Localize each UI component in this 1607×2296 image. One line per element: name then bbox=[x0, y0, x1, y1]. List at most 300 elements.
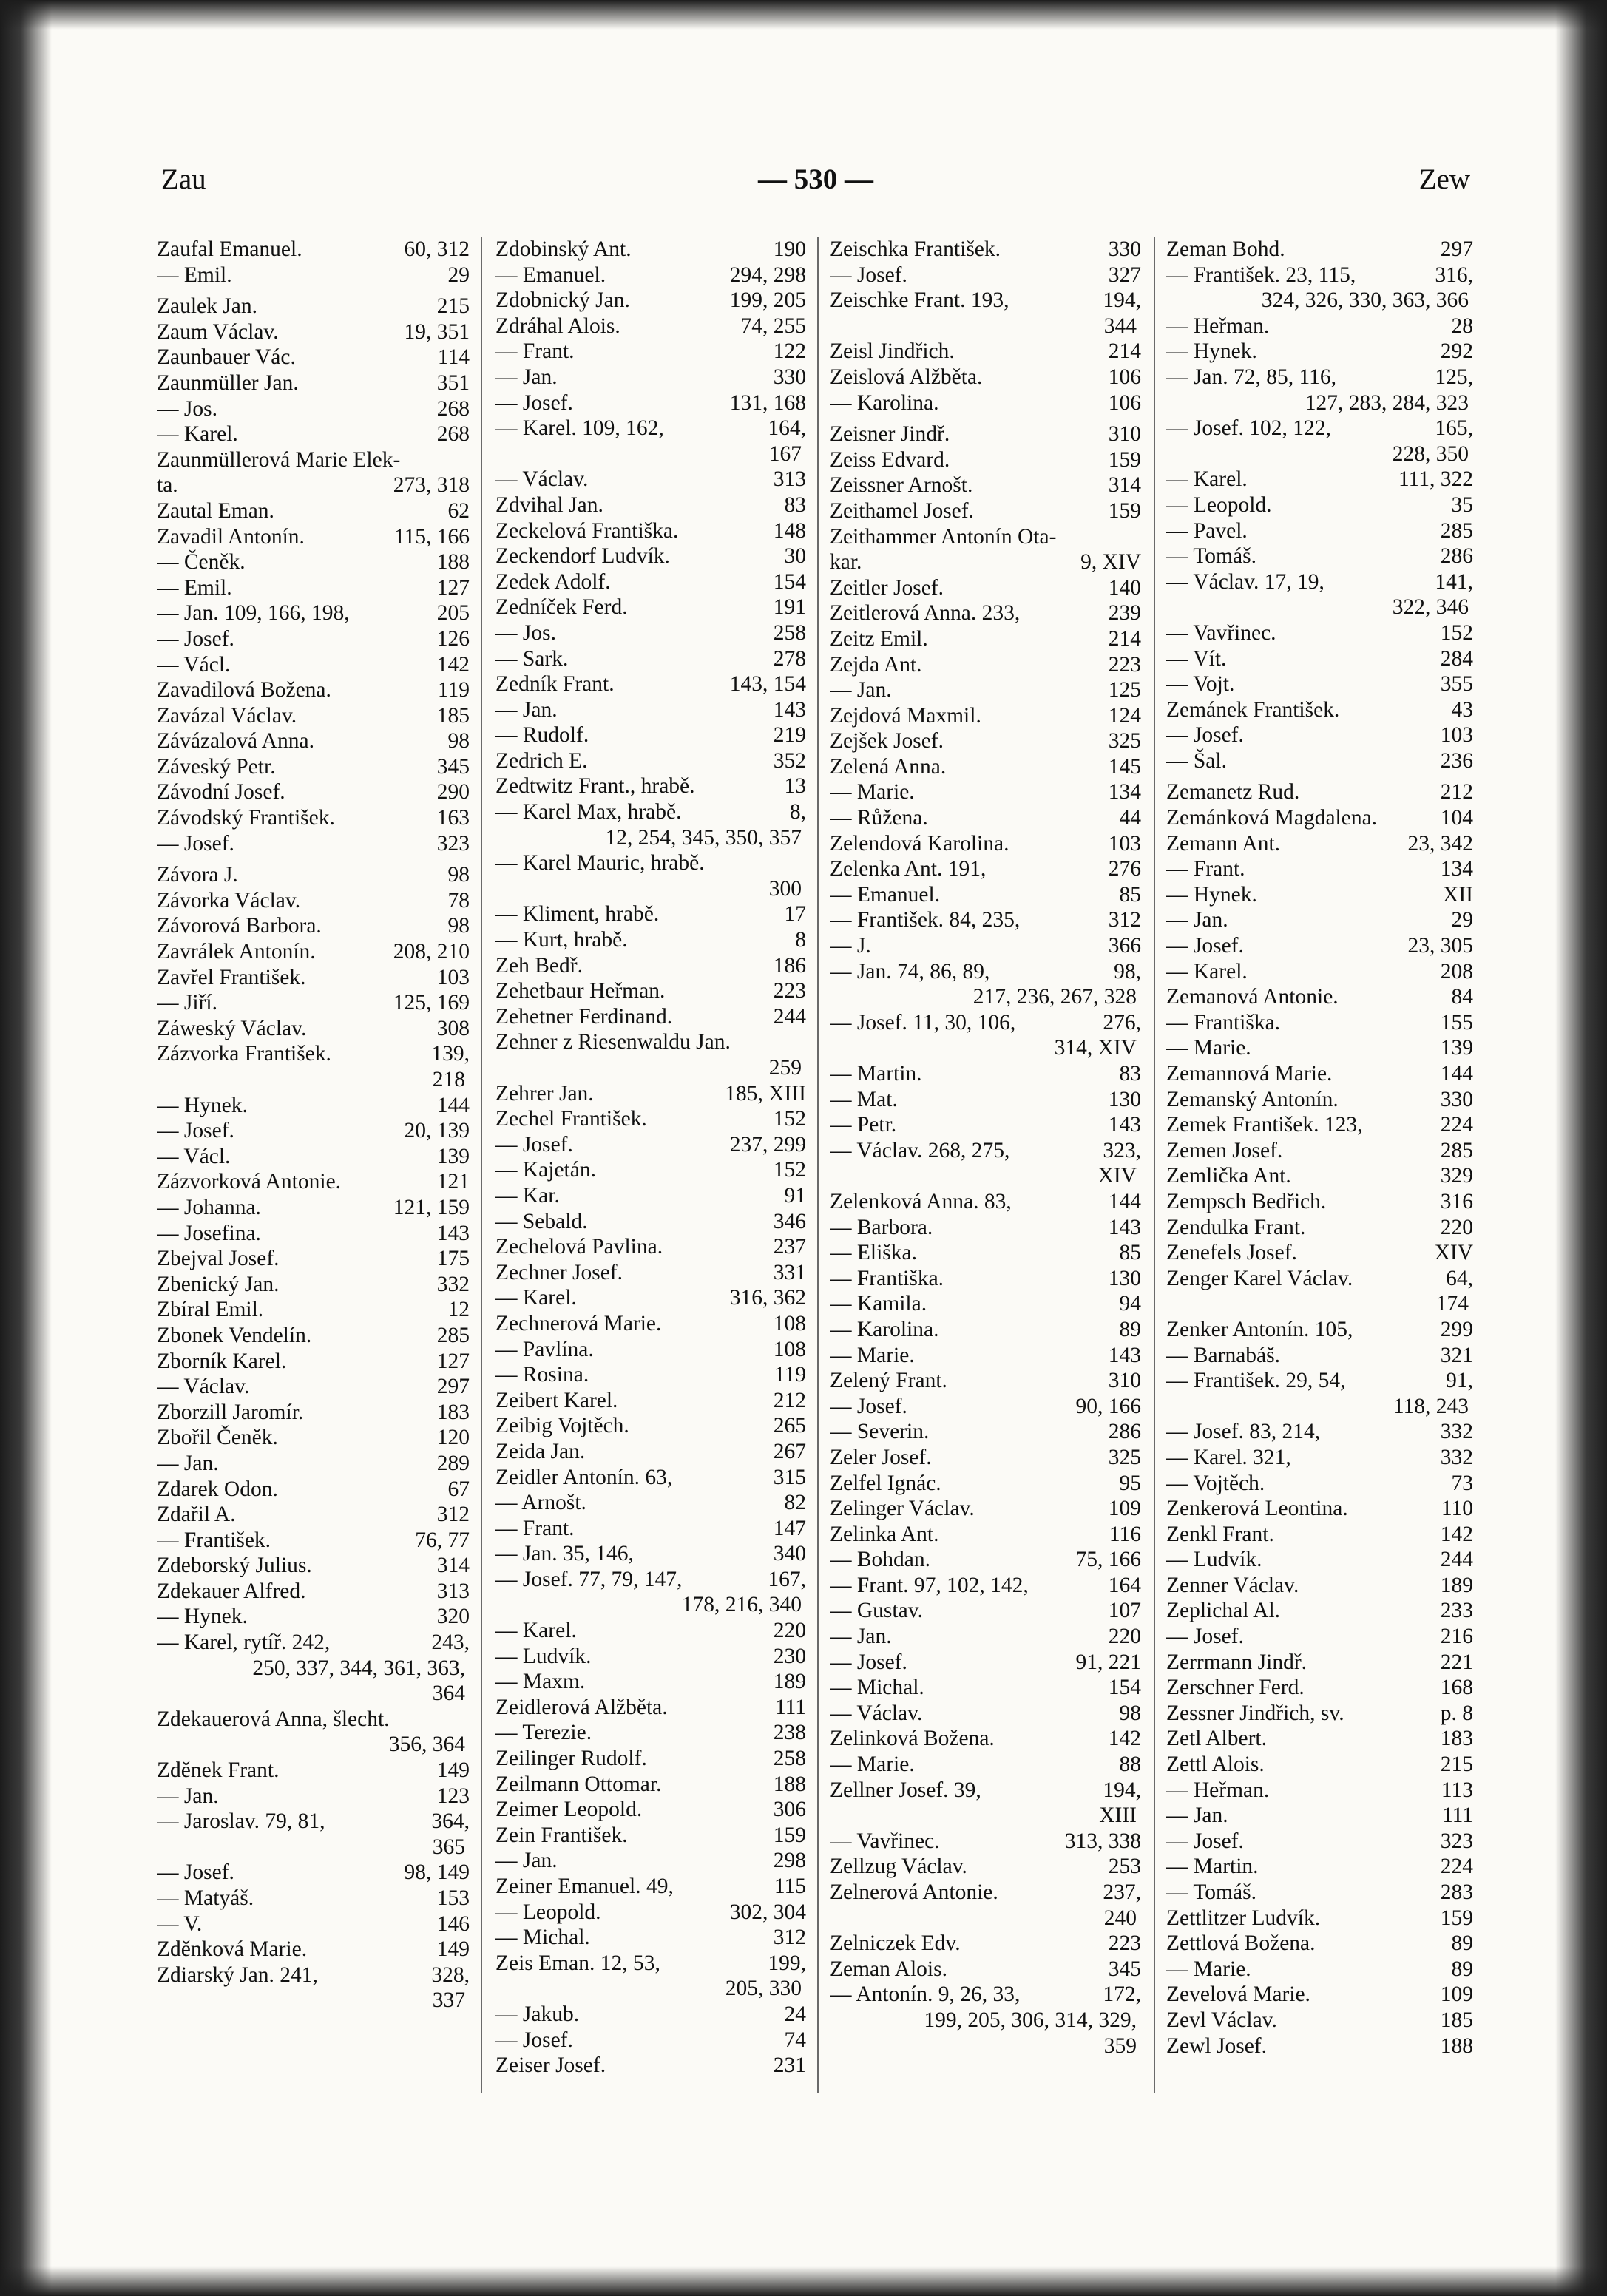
index-entry bbox=[157, 888, 470, 914]
index-entry bbox=[495, 978, 806, 1004]
entry-name: Zeithamel Josef. bbox=[830, 498, 974, 523]
entry-name: — Františka. bbox=[1166, 1010, 1281, 1034]
index-entry bbox=[495, 263, 806, 288]
entry-pages: 130 bbox=[1108, 1266, 1141, 1290]
entry-line bbox=[495, 1081, 806, 1107]
entry-name: — Jan. bbox=[157, 1784, 219, 1808]
entry-pages: 67 bbox=[447, 1477, 470, 1501]
entry-name: Zeitz Emil. bbox=[830, 626, 928, 651]
entry-name: Zdarek Odon. bbox=[157, 1477, 278, 1501]
entry-name: — Emanuel. bbox=[830, 882, 941, 907]
entry-line bbox=[1166, 748, 1473, 774]
index-entry bbox=[830, 1266, 1141, 1292]
entry-pages: 290 bbox=[436, 780, 470, 805]
entry-pages: 159 bbox=[1440, 1906, 1473, 1930]
index-entry bbox=[1166, 1061, 1473, 1087]
entry-line bbox=[830, 1445, 1141, 1471]
entry-continuation bbox=[1166, 1291, 1473, 1317]
entry-pages: 212 bbox=[773, 1388, 806, 1412]
entry-name: — Karel. bbox=[1166, 959, 1248, 983]
entry-line bbox=[495, 1695, 806, 1721]
entry-pages: 98 bbox=[1119, 1701, 1141, 1725]
entry-line bbox=[495, 850, 806, 876]
entry-pages: 220 bbox=[1440, 1215, 1473, 1239]
entry-line bbox=[1166, 1189, 1473, 1215]
entry-line bbox=[495, 288, 806, 314]
entry-name: — Jan. bbox=[495, 1849, 558, 1873]
entry-name: — Ludvík. bbox=[495, 1644, 592, 1668]
entry-name: — Václav. bbox=[157, 1375, 250, 1399]
entry-name: — Tomáš. bbox=[1166, 1880, 1256, 1904]
index-entry bbox=[1166, 1778, 1473, 1804]
index-entry bbox=[1166, 831, 1473, 857]
index-entry bbox=[495, 850, 806, 901]
entry-line bbox=[157, 677, 470, 703]
entry-name: Zeithammer Antonín Ota- bbox=[830, 524, 1057, 549]
entry-pages: 103 bbox=[1440, 723, 1473, 748]
entry-pages: 144 bbox=[1440, 1062, 1473, 1086]
entry-name: Zeiser Josef. bbox=[495, 2053, 606, 2078]
entry-line bbox=[1166, 646, 1473, 672]
entry-pages: XIV bbox=[1434, 1241, 1473, 1265]
entry-name: — Ludvík. bbox=[1166, 1548, 1262, 1572]
entry-line bbox=[1166, 1240, 1473, 1266]
entry-line bbox=[157, 1502, 470, 1528]
index-entry bbox=[830, 652, 1141, 678]
index-entry bbox=[830, 626, 1141, 652]
entry-pages: 308 bbox=[436, 1016, 470, 1040]
entry-name: Zejda Ant. bbox=[830, 652, 922, 677]
entry-name: Zbenický Jan. bbox=[157, 1272, 280, 1296]
entry-line bbox=[157, 626, 470, 652]
entry-name: — Václav. 17, 19, bbox=[1166, 569, 1324, 594]
entry-line bbox=[830, 1547, 1141, 1573]
entry-pages: 141, bbox=[1435, 569, 1473, 594]
entry-pages: 268 bbox=[436, 396, 470, 421]
entry-name: Zelnerová Antonie. bbox=[830, 1880, 998, 1904]
entry-line bbox=[830, 1189, 1141, 1215]
entry-name: — Josefina. bbox=[157, 1221, 261, 1245]
entry-name: — Johanna. bbox=[157, 1195, 261, 1219]
entry-name: — Vojt. bbox=[1166, 672, 1235, 697]
entry-name: Zettlová Božena. bbox=[1166, 1931, 1316, 1956]
index-entry bbox=[157, 396, 470, 422]
entry-line bbox=[157, 652, 470, 678]
entry-line bbox=[830, 1752, 1141, 1778]
entry-name: Zelinger Václav. bbox=[830, 1497, 975, 1521]
entry-line bbox=[1166, 237, 1473, 263]
entry-line bbox=[1166, 1906, 1473, 1931]
entry-line bbox=[157, 524, 470, 550]
entry-pages: 119 bbox=[437, 678, 470, 702]
entry-line bbox=[157, 862, 470, 888]
entry-name: Zdeborský Julius. bbox=[157, 1554, 312, 1578]
entry-pages: 316, 362 bbox=[729, 1286, 806, 1310]
entry-line bbox=[1166, 856, 1473, 882]
entry-name: Zechel František. bbox=[495, 1107, 647, 1131]
entry-gap bbox=[157, 856, 470, 862]
index-entry bbox=[157, 1169, 470, 1195]
entry-line bbox=[495, 1285, 806, 1311]
index-entry bbox=[495, 1900, 806, 1926]
entry-name: — Karel. 109, 162, bbox=[495, 416, 664, 441]
entry-name: Zedrich E. bbox=[495, 748, 588, 773]
entry-pages: 153 bbox=[436, 1886, 470, 1910]
entry-name: — Josef. bbox=[830, 1394, 907, 1418]
index-entry bbox=[495, 1720, 806, 1746]
entry-continuation bbox=[157, 473, 470, 498]
entry-pages: 85 bbox=[1119, 1241, 1141, 1265]
entry-line bbox=[1166, 1803, 1473, 1829]
index-entry bbox=[495, 1439, 806, 1465]
index-entry bbox=[157, 1630, 470, 1707]
entry-line bbox=[157, 1528, 470, 1554]
entry-pages: 186 bbox=[773, 953, 806, 978]
entry-name: Záweský Václav. bbox=[157, 1016, 307, 1040]
entry-name: — Karel. bbox=[1166, 467, 1248, 492]
entry-name: Zemánek František. bbox=[1166, 697, 1340, 722]
entry-pages: 73 bbox=[1451, 1471, 1473, 1495]
entry-name: — Leopold. bbox=[1166, 492, 1272, 517]
entry-pages: 286 bbox=[1108, 1420, 1141, 1444]
entry-line bbox=[157, 1400, 470, 1426]
index-entry bbox=[830, 1854, 1141, 1880]
entry-pages: 325 bbox=[1108, 1445, 1141, 1469]
entry-pages: 223 bbox=[773, 979, 806, 1003]
entry-pages: 285 bbox=[1440, 1138, 1473, 1162]
entry-pages: 139 bbox=[436, 1144, 470, 1168]
entry-pages: p. 8 bbox=[1440, 1701, 1473, 1725]
entry-line bbox=[830, 1317, 1141, 1343]
entry-line bbox=[1166, 1419, 1473, 1445]
index-entry bbox=[495, 1823, 806, 1849]
entry-line bbox=[495, 365, 806, 390]
entry-pages: 149 bbox=[436, 1937, 470, 1962]
entry-pages: 314 bbox=[1108, 473, 1141, 498]
index-entry bbox=[830, 365, 1141, 390]
entry-line bbox=[157, 703, 470, 729]
entry-line bbox=[495, 1925, 806, 1951]
entry-line bbox=[1166, 1829, 1473, 1855]
entry-pages: 108 bbox=[773, 1311, 806, 1335]
entry-line bbox=[157, 1425, 470, 1451]
entry-line bbox=[830, 1087, 1141, 1113]
entry-pages: 144 bbox=[436, 1093, 470, 1117]
index-columns bbox=[0, 237, 1607, 2196]
entry-pages: 82 bbox=[784, 1491, 806, 1515]
index-entry bbox=[157, 626, 470, 652]
entry-pages: 111, 322 bbox=[1398, 467, 1473, 492]
entry-line bbox=[495, 1004, 806, 1030]
entry-line bbox=[157, 345, 470, 370]
entry-line bbox=[830, 263, 1141, 288]
index-entry bbox=[495, 237, 806, 263]
index-entry bbox=[157, 805, 470, 831]
index-entry bbox=[157, 1297, 470, 1323]
entry-pages: 289 bbox=[436, 1451, 470, 1475]
entry-name: — Karel Max, hrabě. bbox=[495, 800, 682, 824]
entry-continuation bbox=[830, 1035, 1141, 1061]
entry-line bbox=[1166, 1215, 1473, 1241]
entry-line bbox=[495, 416, 806, 441]
index-entry bbox=[1166, 237, 1473, 263]
entry-pages: 115 bbox=[774, 1875, 806, 1898]
entry-name: kar. bbox=[830, 550, 862, 575]
entry-name: — Jaroslav. 79, 81, bbox=[157, 1809, 325, 1834]
entry-pages: 95 bbox=[1119, 1471, 1141, 1495]
index-entry bbox=[1166, 365, 1473, 416]
entry-name: — Václav. bbox=[495, 467, 589, 492]
entry-pages: 165, bbox=[1435, 416, 1473, 441]
index-entry bbox=[1166, 805, 1473, 831]
entry-line bbox=[830, 288, 1141, 314]
entry-name: Zeisl Jindřich. bbox=[830, 339, 955, 364]
entry-line bbox=[830, 1368, 1141, 1394]
entry-name: Zdobnický Jan. bbox=[495, 288, 630, 313]
index-entry bbox=[830, 498, 1141, 524]
entry-pages: 188 bbox=[1440, 2033, 1473, 2058]
index-entry bbox=[157, 370, 470, 396]
entry-name: — Jan. bbox=[830, 678, 892, 702]
entry-pages: 109 bbox=[1108, 1497, 1141, 1521]
entry-name: — Josef. 102, 122, bbox=[1166, 416, 1331, 441]
entry-name: Zdekauerová Anna, šlecht. bbox=[157, 1707, 390, 1731]
entry-name: Zewl Josef. bbox=[1166, 2033, 1267, 2058]
entry-name: — Čeněk. bbox=[157, 550, 246, 575]
entry-line bbox=[1166, 1343, 1473, 1369]
entry-name: Zeh Bedř. bbox=[495, 953, 583, 978]
index-entry bbox=[495, 1516, 806, 1542]
entry-name: Závodní Josef. bbox=[157, 780, 285, 805]
index-entry bbox=[495, 671, 806, 697]
entry-line bbox=[830, 779, 1141, 805]
entry-name: Zeman Alois. bbox=[830, 1957, 947, 1981]
entry-pages: 297 bbox=[1440, 237, 1473, 261]
entry-name: — Jan. 109, 166, 198, bbox=[157, 601, 350, 626]
index-entry bbox=[830, 1880, 1141, 1931]
entry-name: Zavázal Václav. bbox=[157, 703, 297, 728]
index-entry bbox=[495, 595, 806, 620]
entry-name: 12, 254, 345, 350, 357 bbox=[605, 825, 802, 850]
entry-pages: 208, 210 bbox=[393, 940, 470, 964]
entry-line bbox=[157, 1860, 470, 1886]
entry-pages: 310 bbox=[1108, 422, 1141, 447]
entry-name: 240 bbox=[1103, 1906, 1137, 1930]
entry-line bbox=[1166, 882, 1473, 908]
index-entry bbox=[830, 1112, 1141, 1138]
entry-pages: 224 bbox=[1440, 1113, 1473, 1137]
entry-name: — J. bbox=[830, 934, 871, 958]
index-entry bbox=[830, 1957, 1141, 1982]
entry-line bbox=[157, 1118, 470, 1144]
entry-name: 344 bbox=[1103, 314, 1137, 338]
index-entry bbox=[1166, 1035, 1473, 1061]
entry-line bbox=[157, 1041, 470, 1067]
entry-line bbox=[157, 1963, 470, 1988]
entry-line bbox=[157, 1477, 470, 1503]
index-entry bbox=[830, 473, 1141, 498]
index-entry bbox=[495, 390, 806, 416]
entry-line bbox=[1166, 1010, 1473, 1036]
entry-line bbox=[495, 1465, 806, 1491]
entry-name: Zechner Josef. bbox=[495, 1260, 623, 1284]
entry-name: — Barbora. bbox=[830, 1215, 933, 1239]
entry-pages: 313, 338 bbox=[1064, 1829, 1141, 1853]
entry-continuation bbox=[1166, 441, 1473, 467]
index-entry bbox=[1166, 492, 1473, 518]
index-entry bbox=[830, 1343, 1141, 1369]
entry-pages: 306 bbox=[773, 1798, 806, 1822]
entry-line bbox=[157, 888, 470, 914]
entry-line bbox=[830, 1010, 1141, 1036]
index-entry bbox=[830, 1598, 1141, 1624]
index-entry bbox=[495, 339, 806, 365]
entry-pages: 91 bbox=[784, 1183, 806, 1208]
entry-name: Zeibig Vojtěch. bbox=[495, 1414, 629, 1438]
entry-name: — František. 23, 115, bbox=[1166, 263, 1356, 287]
entry-line bbox=[495, 1234, 806, 1260]
index-entry bbox=[1166, 1445, 1473, 1471]
entry-line bbox=[830, 856, 1141, 882]
entry-line bbox=[157, 575, 470, 601]
entry-name: — V. bbox=[157, 1911, 203, 1936]
entry-name: Zehetbaur Heřman. bbox=[495, 979, 666, 1003]
entry-line bbox=[157, 1016, 470, 1042]
running-head-right: Zew bbox=[1418, 163, 1470, 195]
entry-pages: 298 bbox=[773, 1849, 806, 1873]
entry-line bbox=[830, 1138, 1141, 1164]
index-entry bbox=[495, 1209, 806, 1235]
entry-name: 174 bbox=[1435, 1292, 1469, 1316]
entry-name: Zdiarský Jan. 241, bbox=[157, 1963, 318, 1987]
index-entry bbox=[495, 1285, 806, 1311]
index-entry bbox=[1166, 1189, 1473, 1215]
index-entry bbox=[495, 1644, 806, 1670]
entry-line bbox=[495, 1029, 806, 1055]
index-entry bbox=[157, 1323, 470, 1349]
entry-name: 337 bbox=[432, 1988, 465, 2013]
entry-name: — Šal. bbox=[1166, 748, 1227, 773]
entry-pages: 98 bbox=[447, 863, 470, 887]
entry-pages: 98 bbox=[447, 729, 470, 754]
index-entry bbox=[1166, 1266, 1473, 1317]
entry-line bbox=[830, 1726, 1141, 1752]
entry-name: Zehner z Riesenwaldu Jan. bbox=[495, 1030, 731, 1054]
index-entry bbox=[830, 1087, 1141, 1113]
index-entry bbox=[830, 1138, 1141, 1189]
entry-line bbox=[1166, 1931, 1473, 1957]
entry-gap bbox=[157, 288, 470, 294]
index-entry bbox=[495, 1157, 806, 1183]
entry-pages: 89 bbox=[1451, 1957, 1473, 1981]
entry-line bbox=[495, 2002, 806, 2028]
index-entry bbox=[1166, 1726, 1473, 1752]
index-entry bbox=[830, 447, 1141, 473]
scan-edge-left bbox=[0, 0, 52, 2296]
entry-pages: 149 bbox=[436, 1758, 470, 1783]
index-entry bbox=[495, 799, 806, 850]
entry-line bbox=[495, 1951, 806, 1977]
index-entry bbox=[495, 492, 806, 518]
entry-pages: 355 bbox=[1440, 672, 1473, 697]
entry-name: Zeplichal Al. bbox=[1166, 1599, 1281, 1623]
index-entry bbox=[495, 1618, 806, 1644]
entry-line bbox=[1166, 805, 1473, 831]
entry-line bbox=[157, 728, 470, 754]
entry-line bbox=[157, 1758, 470, 1784]
entry-name: Zedtwitz Frant., hrabě. bbox=[495, 774, 695, 799]
index-entry bbox=[1166, 856, 1473, 882]
entry-pages: 90, 166 bbox=[1075, 1394, 1141, 1418]
entry-line bbox=[495, 1490, 806, 1516]
index-entry bbox=[830, 1547, 1141, 1573]
page-header bbox=[161, 163, 1470, 207]
entry-pages: 111 bbox=[1441, 1804, 1473, 1828]
entry-name: 118, 243 bbox=[1393, 1394, 1469, 1418]
entry-line bbox=[157, 1451, 470, 1477]
entry-pages: 345 bbox=[436, 754, 470, 779]
entry-name: Zehetner Ferdinand. bbox=[495, 1004, 673, 1029]
index-entry bbox=[1166, 416, 1473, 467]
entry-name: 218 bbox=[432, 1068, 465, 1091]
entry-line bbox=[157, 1784, 470, 1809]
entry-pages: 323 bbox=[436, 831, 470, 856]
entry-continuation bbox=[495, 1592, 806, 1618]
entry-name: 314, XIV bbox=[1054, 1036, 1137, 1060]
entry-line bbox=[495, 1157, 806, 1183]
entry-name: Zenefels Josef. bbox=[1166, 1241, 1297, 1265]
index-entry bbox=[830, 524, 1141, 575]
entry-name: Zelenková Anna. 83, bbox=[830, 1189, 1012, 1213]
entry-name: Zděnek Frant. bbox=[157, 1758, 280, 1783]
index-entry bbox=[157, 1425, 470, 1451]
entry-pages: 310 bbox=[1108, 1369, 1141, 1393]
entry-pages: 13 bbox=[784, 774, 806, 799]
entry-line bbox=[157, 1886, 470, 1911]
entry-line bbox=[830, 907, 1141, 933]
entry-name: — Arnošt. bbox=[495, 1491, 586, 1515]
entry-line bbox=[830, 1291, 1141, 1317]
entry-line bbox=[830, 1343, 1141, 1369]
index-entry bbox=[830, 1778, 1141, 1829]
entry-pages: 106 bbox=[1108, 390, 1141, 415]
entry-name: — Pavel. bbox=[1166, 518, 1248, 543]
index-entry bbox=[830, 728, 1141, 754]
index-entry bbox=[157, 1144, 470, 1170]
entry-name: 205, 330 bbox=[725, 1977, 802, 2001]
index-entry bbox=[495, 1567, 806, 1618]
entry-name: — Josef. bbox=[495, 1132, 573, 1157]
entry-name: — Marie. bbox=[830, 1343, 915, 1367]
entry-name: Zejšek Josef. bbox=[830, 729, 944, 754]
entry-pages: 114 bbox=[437, 345, 470, 370]
entry-line bbox=[1166, 1496, 1473, 1522]
index-entry bbox=[157, 600, 470, 626]
index-entry bbox=[495, 1669, 806, 1695]
entry-name: — Heřman. bbox=[1166, 314, 1270, 338]
entry-pages: 276 bbox=[1108, 857, 1141, 881]
entry-name: — Marie. bbox=[830, 780, 915, 805]
entry-name: — Růžena. bbox=[830, 806, 928, 830]
entry-pages: 208 bbox=[1440, 959, 1473, 983]
entry-line bbox=[495, 1644, 806, 1670]
entry-pages: 121, 159 bbox=[393, 1195, 470, 1219]
index-entry bbox=[1166, 933, 1473, 959]
entry-continuation bbox=[830, 2033, 1141, 2059]
index-entry bbox=[1166, 543, 1473, 569]
entry-line bbox=[157, 447, 470, 473]
entry-pages: 110 bbox=[1441, 1497, 1473, 1521]
